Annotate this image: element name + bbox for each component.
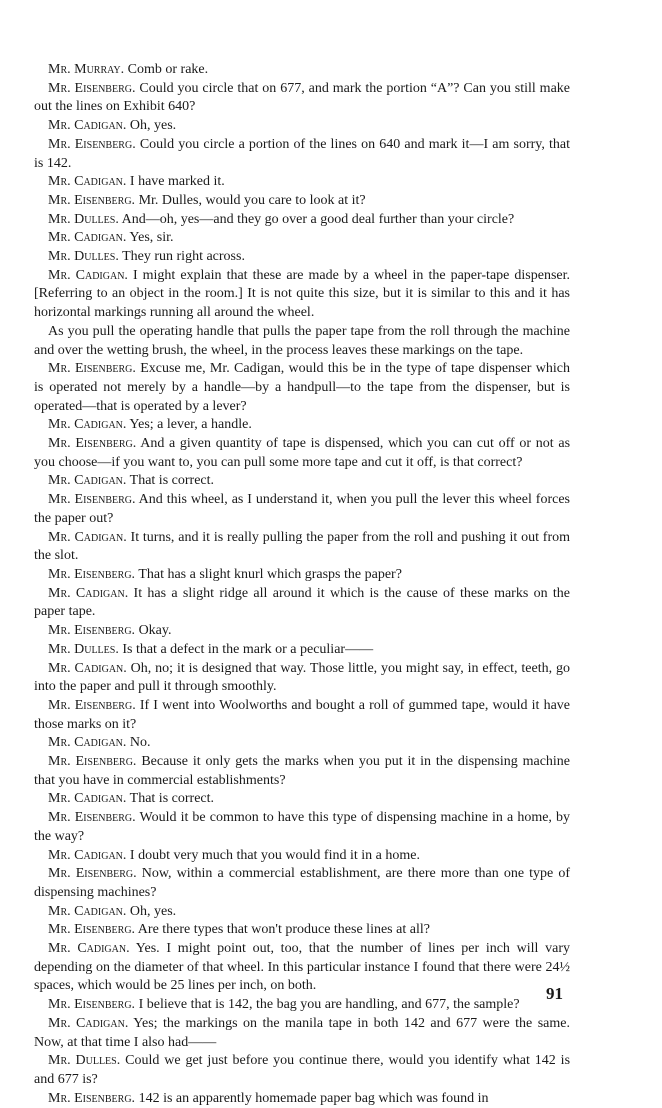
testimony-paragraph (34, 229, 570, 248)
speaker-name: Mr. Cadigan. (48, 735, 127, 751)
speaker-name: Mr. Eisenberg. (48, 492, 136, 508)
paragraph-text: Oh, yes. (129, 903, 177, 919)
testimony-paragraph (34, 267, 570, 323)
testimony-paragraph (34, 80, 570, 117)
paragraph-text: That is correct. (129, 473, 215, 489)
testimony-paragraph (34, 660, 570, 697)
paragraph-text: That has a slight knurl which grasps the paper? (138, 566, 402, 582)
paragraph-text: Mr. Dulles, would you care to look at it? (138, 192, 366, 208)
paragraph-text: Okay. (138, 623, 172, 639)
testimony-paragraph (34, 61, 570, 80)
speaker-name: Mr. Cadigan. (48, 847, 127, 863)
speaker-name: Mr. Cadigan. (48, 174, 127, 190)
paragraph-text: Yes; a lever, a handle. (129, 417, 252, 433)
paragraph-text: Comb or rake. (127, 62, 209, 77)
testimony-paragraph (34, 865, 570, 902)
paragraph-text: And—oh, yes—and they go over a good deal further than your circle? (121, 211, 515, 227)
testimony-paragraph (34, 472, 570, 491)
testimony-paragraph (34, 211, 570, 230)
speaker-name: Mr. Eisenberg. (48, 810, 136, 826)
testimony-paragraph (34, 1015, 570, 1052)
speaker-name: Mr. Cadigan. (48, 473, 127, 489)
testimony-paragraph (34, 903, 570, 922)
testimony-paragraph (34, 1052, 570, 1089)
paragraph-text: Yes, sir. (129, 230, 174, 246)
paragraph-text: And a given quantity of tape is dispensed, which you can cut off or not as you choose—if you want to, you can pull some more tape and cut it off, is that correct? (34, 436, 571, 470)
speaker-name: Mr. Cadigan. (48, 267, 128, 283)
paragraph-text: Oh, no; it is designed that way. Those little, you might say, in effect, teeth, go into the paper and pull it through smoothly. (34, 660, 570, 695)
speaker-name: Mr. Dulles. (48, 211, 119, 227)
testimony-paragraph (34, 173, 570, 192)
testimony-paragraph (34, 753, 570, 790)
speaker-name: Mr. Eisenberg. (48, 754, 137, 770)
speaker-name: Mr. Cadigan. (48, 585, 129, 601)
paragraph-text: Excuse me, Mr. Cadigan, would this be in the type of tape dispenser which is operated not merely by a handle—by a handpull—to the tape from the dispenser, but is operated—that is operated by a lever? (34, 361, 571, 414)
paragraph-text: Are there types that won't produce these lines at all? (137, 922, 430, 938)
testimony-paragraph (34, 529, 570, 566)
speaker-name: Mr. Eisenberg. (48, 623, 136, 639)
paragraph-text: Could we get just before you continue there, would you identify what 142 is and 677 is? (34, 1053, 571, 1087)
testimony-paragraph (34, 847, 570, 866)
testimony-paragraph (34, 491, 570, 528)
testimony-paragraph (34, 697, 570, 734)
speaker-name: Mr. Cadigan. (48, 118, 127, 134)
speaker-name: Mr. Eisenberg. (48, 697, 136, 713)
speaker-name: Mr. Eisenberg. (48, 1090, 136, 1106)
testimony-paragraph (34, 585, 570, 622)
paragraph-text: Because it only gets the marks when you put it in the dispensing machine that you have in commercial establishments? (34, 754, 571, 788)
paragraph-text: Oh, yes. (129, 118, 177, 134)
speaker-name: Mr. Eisenberg. (48, 80, 136, 96)
paragraph-text: I doubt very much that you would find it in a home. (129, 847, 420, 863)
paragraph-text: Yes. I might point out, too, that the number of lines per inch will vary depending on the diameter of that wheel. In this particular instance I found that there were 24½ spaces, which would be 25 lines per inch, on both. (34, 941, 570, 994)
speaker-name: Mr. Eisenberg. (48, 361, 136, 377)
paragraph-text: I have marked it. (129, 174, 225, 190)
paragraph-text: I might explain that these are made by a wheel in the paper-tape dispenser. [Referring to an object in the room.] It is not quite this size, but it is similar to this and it has horizontal markings running all around the wheel. (34, 267, 570, 321)
speaker-name: Mr. Dulles. (48, 249, 119, 265)
speaker-name: Mr. Cadigan. (48, 941, 130, 957)
paragraph-text: They run right across. (122, 249, 245, 265)
paragraph-text: If I went into Woolworths and bought a roll of gummed tape, would it have those marks on it? (34, 697, 571, 732)
paragraph-text: Is that a defect in the mark or a peculiar—— (122, 641, 374, 657)
paragraph-text: No. (129, 735, 151, 751)
testimony-paragraph (34, 996, 570, 1015)
speaker-name: Mr. Dulles. (48, 641, 119, 657)
testimony-paragraph (34, 435, 570, 472)
speaker-name: Mr. Eisenberg. (48, 566, 136, 582)
speaker-name: Mr. Cadigan. (48, 230, 127, 246)
paragraph-text: As you pull the operating handle that pulls the paper tape from the roll through the machine and over the wetting brush, the wheel, in the process leaves these markings on the tape. (34, 323, 570, 358)
testimony-paragraph (34, 136, 570, 173)
paragraph-text: That is correct. (129, 791, 215, 807)
testimony-paragraph (34, 790, 570, 809)
speaker-name: Mr. Eisenberg. (48, 922, 136, 938)
paragraph-text: And this wheel, as I understand it, when you pull the lever this wheel forces the paper out? (34, 492, 570, 526)
testimony-paragraph (34, 622, 570, 641)
testimony-paragraph (34, 566, 570, 585)
paragraph-text: Yes; the markings on the manila tape in both 142 and 677 were the same. Now, at that time I also had—— (34, 1015, 570, 1050)
testimony-paragraph (34, 734, 570, 753)
document-body (34, 61, 570, 1108)
testimony-paragraph (34, 360, 570, 416)
testimony-paragraph (34, 192, 570, 211)
speaker-name: Mr. Cadigan. (48, 1015, 129, 1031)
testimony-paragraph (34, 641, 570, 660)
speaker-name: Mr. Eisenberg. (48, 136, 136, 152)
paragraph-text: 142 is an apparently homemade paper bag which was found in (138, 1090, 489, 1106)
paragraph-text: Would it be common to have this type of dispensing machine in a home, by the way? (34, 810, 571, 844)
paragraph-text: Now, within a commercial establishment, are there more than one type of dispensing machines? (34, 866, 571, 900)
speaker-name: Mr. Eisenberg. (48, 866, 137, 882)
page-number: 91 (546, 984, 563, 1003)
testimony-paragraph (34, 323, 570, 360)
speaker-name: Mr. Murray. (48, 62, 125, 77)
speaker-name: Mr. Dulles. (48, 1053, 121, 1069)
paragraph-text: It turns, and it is really pulling the paper from the roll and pushing it out from the slot. (34, 529, 570, 564)
speaker-name: Mr. Cadigan. (48, 529, 127, 545)
speaker-name: Mr. Cadigan. (48, 791, 127, 807)
speaker-name: Mr. Cadigan. (48, 903, 127, 919)
testimony-paragraph (34, 416, 570, 435)
speaker-name: Mr. Cadigan. (48, 417, 127, 433)
testimony-paragraph (34, 117, 570, 136)
speaker-name: Mr. Eisenberg. (48, 192, 136, 208)
paragraph-text: I believe that is 142, the bag you are handling, and 677, the sample? (138, 997, 520, 1013)
testimony-paragraph (34, 248, 570, 267)
testimony-paragraph (34, 921, 570, 940)
speaker-name: Mr. Eisenberg. (48, 436, 137, 452)
testimony-paragraph (34, 940, 570, 996)
speaker-name: Mr. Cadigan. (48, 660, 127, 676)
paragraph-text: It has a slight ridge all around it which is the cause of these marks on the paper tape. (34, 585, 571, 620)
speaker-name: Mr. Eisenberg. (48, 997, 136, 1013)
paragraph-text: Could you circle a portion of the lines on 640 and mark it—I am sorry, that is 142. (34, 136, 570, 171)
paragraph-text: Could you circle that on 677, and mark the portion “A”? Can you still make out the lines on Exhibit 640? (34, 80, 570, 115)
testimony-paragraph (34, 809, 570, 846)
testimony-paragraph (34, 1090, 570, 1108)
